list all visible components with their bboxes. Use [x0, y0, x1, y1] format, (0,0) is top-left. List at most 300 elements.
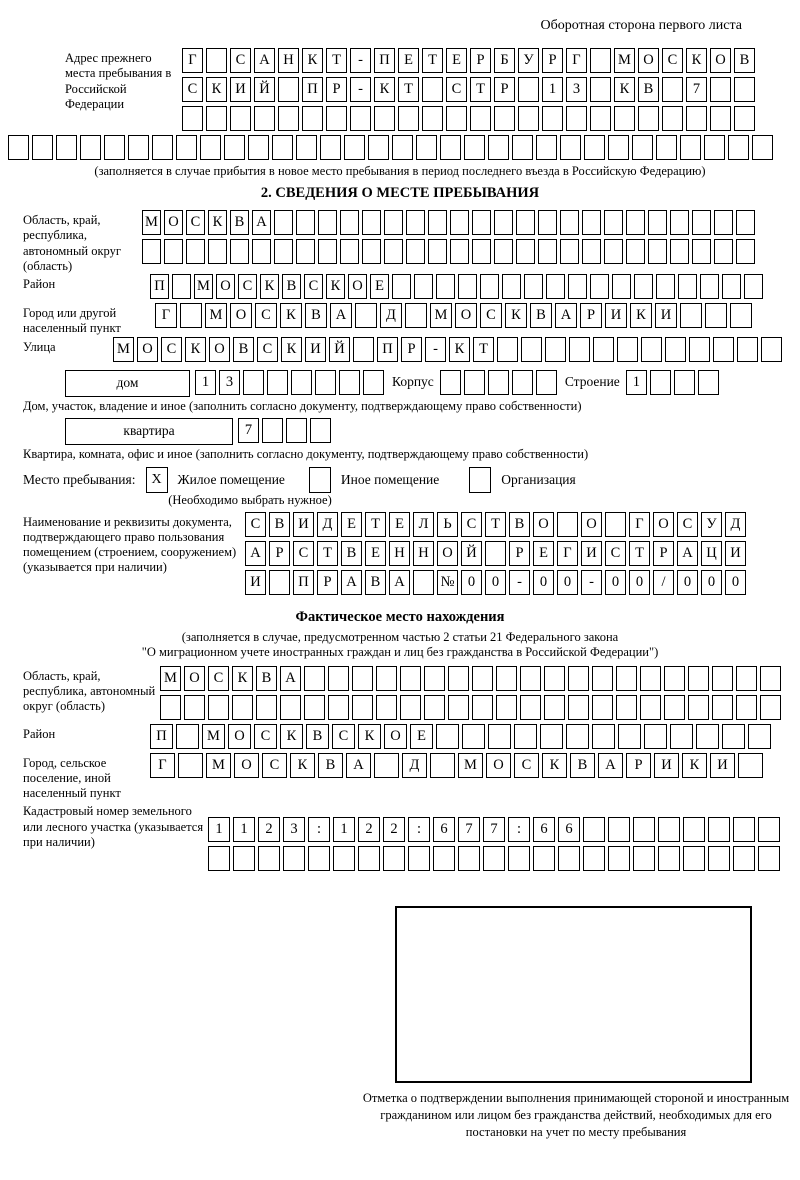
- char-cell[interactable]: К: [232, 666, 253, 691]
- char-cell[interactable]: К: [281, 337, 302, 362]
- char-cell[interactable]: [734, 106, 755, 131]
- char-cell[interactable]: Г: [150, 753, 175, 778]
- char-cell[interactable]: А: [341, 570, 362, 595]
- char-cell[interactable]: Р: [494, 77, 515, 102]
- char-cell[interactable]: К: [630, 303, 652, 328]
- char-cell[interactable]: [678, 274, 697, 299]
- char-cell[interactable]: [232, 695, 253, 720]
- char-cell[interactable]: [274, 210, 293, 235]
- char-cell[interactable]: О: [228, 724, 251, 749]
- char-cell[interactable]: Д: [725, 512, 746, 537]
- char-cell[interactable]: [433, 846, 455, 871]
- char-cell[interactable]: [590, 77, 611, 102]
- char-cell[interactable]: [172, 274, 191, 299]
- char-cell[interactable]: [392, 274, 411, 299]
- char-cell[interactable]: [648, 239, 667, 264]
- char-cell[interactable]: К: [280, 303, 302, 328]
- char-cell[interactable]: 7: [238, 418, 259, 443]
- char-cell[interactable]: К: [326, 274, 345, 299]
- char-cell[interactable]: К: [542, 753, 567, 778]
- char-cell[interactable]: [472, 210, 491, 235]
- char-cell[interactable]: [296, 210, 315, 235]
- char-cell[interactable]: К: [260, 274, 279, 299]
- char-cell[interactable]: [248, 135, 269, 160]
- char-cell[interactable]: [208, 695, 229, 720]
- char-cell[interactable]: В: [230, 210, 249, 235]
- char-cell[interactable]: [280, 695, 301, 720]
- char-cell[interactable]: С: [208, 666, 229, 691]
- char-cell[interactable]: Е: [365, 541, 386, 566]
- char-cell[interactable]: [184, 695, 205, 720]
- char-cell[interactable]: О: [384, 724, 407, 749]
- char-cell[interactable]: [560, 135, 581, 160]
- char-cell[interactable]: [283, 846, 305, 871]
- char-cell[interactable]: И: [230, 77, 251, 102]
- char-cell[interactable]: С: [182, 77, 203, 102]
- char-cell[interactable]: [558, 846, 580, 871]
- char-cell[interactable]: К: [358, 724, 381, 749]
- char-cell[interactable]: [761, 337, 782, 362]
- char-cell[interactable]: 0: [533, 570, 554, 595]
- char-cell[interactable]: К: [686, 48, 707, 73]
- char-cell[interactable]: Й: [254, 77, 275, 102]
- char-cell[interactable]: [180, 303, 202, 328]
- char-cell[interactable]: [714, 210, 733, 235]
- char-cell[interactable]: [518, 106, 539, 131]
- char-cell[interactable]: В: [318, 753, 343, 778]
- char-cell[interactable]: М: [202, 724, 225, 749]
- char-cell[interactable]: И: [305, 337, 326, 362]
- char-cell[interactable]: Т: [470, 77, 491, 102]
- char-cell[interactable]: [56, 135, 77, 160]
- char-cell[interactable]: [584, 135, 605, 160]
- char-cell[interactable]: Л: [413, 512, 434, 537]
- char-cell[interactable]: [416, 135, 437, 160]
- char-cell[interactable]: [176, 724, 199, 749]
- char-cell[interactable]: 0: [461, 570, 482, 595]
- char-cell[interactable]: 2: [258, 817, 280, 842]
- char-cell[interactable]: [142, 239, 161, 264]
- char-cell[interactable]: [406, 210, 425, 235]
- char-cell[interactable]: Т: [365, 512, 386, 537]
- char-cell[interactable]: В: [233, 337, 254, 362]
- char-cell[interactable]: М: [194, 274, 213, 299]
- char-cell[interactable]: [206, 48, 227, 73]
- char-cell[interactable]: А: [598, 753, 623, 778]
- char-cell[interactable]: [593, 337, 614, 362]
- char-cell[interactable]: [670, 239, 689, 264]
- char-cell[interactable]: О: [533, 512, 554, 537]
- char-cell[interactable]: [674, 370, 695, 395]
- char-cell[interactable]: [538, 210, 557, 235]
- char-cell[interactable]: -: [509, 570, 530, 595]
- char-cell[interactable]: [485, 541, 506, 566]
- char-cell[interactable]: О: [234, 753, 259, 778]
- char-cell[interactable]: [641, 337, 662, 362]
- char-cell[interactable]: Д: [317, 512, 338, 537]
- char-cell[interactable]: [758, 817, 780, 842]
- char-cell[interactable]: [738, 753, 763, 778]
- char-cell[interactable]: [722, 724, 745, 749]
- char-cell[interactable]: [384, 239, 403, 264]
- char-cell[interactable]: [658, 846, 680, 871]
- char-cell[interactable]: С: [255, 303, 277, 328]
- char-cell[interactable]: [424, 666, 445, 691]
- char-cell[interactable]: [339, 370, 360, 395]
- char-cell[interactable]: [560, 210, 579, 235]
- char-cell[interactable]: [424, 695, 445, 720]
- char-cell[interactable]: [583, 846, 605, 871]
- char-cell[interactable]: С: [332, 724, 355, 749]
- char-cell[interactable]: К: [614, 77, 635, 102]
- checkbox-inoe[interactable]: [309, 467, 331, 493]
- char-cell[interactable]: [592, 724, 615, 749]
- char-cell[interactable]: [182, 106, 203, 131]
- char-cell[interactable]: [308, 846, 330, 871]
- char-cell[interactable]: И: [293, 512, 314, 537]
- char-cell[interactable]: И: [581, 541, 602, 566]
- char-cell[interactable]: [546, 274, 565, 299]
- stroenie-row[interactable]: [626, 370, 719, 395]
- char-cell[interactable]: Н: [413, 541, 434, 566]
- char-cell[interactable]: [632, 135, 653, 160]
- char-cell[interactable]: О: [164, 210, 183, 235]
- char-cell[interactable]: Т: [473, 337, 494, 362]
- char-cell[interactable]: С: [293, 541, 314, 566]
- char-cell[interactable]: [708, 846, 730, 871]
- char-cell[interactable]: К: [505, 303, 527, 328]
- char-cell[interactable]: [243, 370, 264, 395]
- char-cell[interactable]: [302, 106, 323, 131]
- char-cell[interactable]: [494, 239, 513, 264]
- char-cell[interactable]: [540, 724, 563, 749]
- char-cell[interactable]: [658, 817, 680, 842]
- char-cell[interactable]: [608, 846, 630, 871]
- char-cell[interactable]: [408, 846, 430, 871]
- char-cell[interactable]: [472, 239, 491, 264]
- char-cell[interactable]: 1: [208, 817, 230, 842]
- char-cell[interactable]: С: [161, 337, 182, 362]
- char-cell[interactable]: [80, 135, 101, 160]
- char-cell[interactable]: [533, 846, 555, 871]
- char-cell[interactable]: [730, 303, 752, 328]
- char-cell[interactable]: [536, 135, 557, 160]
- char-cell[interactable]: [206, 106, 227, 131]
- char-cell[interactable]: [590, 274, 609, 299]
- char-cell[interactable]: О: [653, 512, 674, 537]
- char-cell[interactable]: [752, 135, 773, 160]
- char-cell[interactable]: В: [530, 303, 552, 328]
- char-cell[interactable]: П: [150, 274, 169, 299]
- char-cell[interactable]: [318, 239, 337, 264]
- char-cell[interactable]: И: [245, 570, 266, 595]
- char-cell[interactable]: [422, 106, 443, 131]
- char-cell[interactable]: [496, 666, 517, 691]
- char-cell[interactable]: В: [570, 753, 595, 778]
- char-cell[interactable]: [230, 239, 249, 264]
- char-cell[interactable]: [733, 846, 755, 871]
- char-cell[interactable]: П: [374, 48, 395, 73]
- char-cell[interactable]: [704, 135, 725, 160]
- checkbox-organizatsiya[interactable]: [469, 467, 491, 493]
- char-cell[interactable]: 6: [433, 817, 455, 842]
- char-cell[interactable]: [617, 337, 638, 362]
- char-cell[interactable]: [436, 274, 455, 299]
- char-cell[interactable]: [362, 210, 381, 235]
- char-cell[interactable]: [736, 695, 757, 720]
- char-cell[interactable]: Г: [566, 48, 587, 73]
- char-cell[interactable]: [538, 239, 557, 264]
- char-cell[interactable]: [398, 106, 419, 131]
- char-cell[interactable]: [748, 724, 771, 749]
- char-cell[interactable]: А: [254, 48, 275, 73]
- char-cell[interactable]: [458, 274, 477, 299]
- char-cell[interactable]: [618, 724, 641, 749]
- char-cell[interactable]: 3: [566, 77, 587, 102]
- char-cell[interactable]: [304, 695, 325, 720]
- char-cell[interactable]: [592, 666, 613, 691]
- char-cell[interactable]: А: [245, 541, 266, 566]
- char-cell[interactable]: И: [655, 303, 677, 328]
- char-cell[interactable]: [340, 210, 359, 235]
- char-cell[interactable]: [744, 274, 763, 299]
- char-cell[interactable]: [760, 695, 781, 720]
- char-cell[interactable]: [696, 724, 719, 749]
- char-cell[interactable]: [428, 239, 447, 264]
- char-cell[interactable]: [208, 239, 227, 264]
- char-cell[interactable]: [224, 135, 245, 160]
- char-cell[interactable]: [262, 418, 283, 443]
- char-cell[interactable]: [536, 370, 557, 395]
- char-cell[interactable]: 2: [383, 817, 405, 842]
- char-cell[interactable]: [512, 135, 533, 160]
- char-cell[interactable]: [692, 210, 711, 235]
- char-cell[interactable]: [664, 695, 685, 720]
- char-cell[interactable]: К: [208, 210, 227, 235]
- char-cell[interactable]: [683, 817, 705, 842]
- char-cell[interactable]: О: [137, 337, 158, 362]
- char-cell[interactable]: [665, 337, 686, 362]
- char-cell[interactable]: 3: [283, 817, 305, 842]
- char-cell[interactable]: 1: [195, 370, 216, 395]
- char-cell[interactable]: А: [252, 210, 271, 235]
- char-cell[interactable]: [362, 239, 381, 264]
- char-cell[interactable]: С: [677, 512, 698, 537]
- char-cell[interactable]: [633, 846, 655, 871]
- checkbox-zhiloe[interactable]: X: [146, 467, 168, 493]
- char-cell[interactable]: [494, 210, 513, 235]
- char-cell[interactable]: [604, 210, 623, 235]
- char-cell[interactable]: [470, 106, 491, 131]
- char-cell[interactable]: Т: [317, 541, 338, 566]
- char-cell[interactable]: [428, 210, 447, 235]
- char-cell[interactable]: 0: [485, 570, 506, 595]
- char-cell[interactable]: [590, 48, 611, 73]
- char-cell[interactable]: У: [518, 48, 539, 73]
- char-cell[interactable]: Б: [494, 48, 515, 73]
- char-cell[interactable]: С: [257, 337, 278, 362]
- char-cell[interactable]: М: [458, 753, 483, 778]
- char-cell[interactable]: В: [365, 570, 386, 595]
- char-cell[interactable]: Т: [422, 48, 443, 73]
- char-cell[interactable]: О: [581, 512, 602, 537]
- char-cell[interactable]: Д: [402, 753, 427, 778]
- char-cell[interactable]: [520, 666, 541, 691]
- char-cell[interactable]: 0: [605, 570, 626, 595]
- char-cell[interactable]: [496, 695, 517, 720]
- char-cell[interactable]: :: [408, 817, 430, 842]
- char-cell[interactable]: [557, 512, 578, 537]
- char-cell[interactable]: [296, 239, 315, 264]
- char-cell[interactable]: М: [142, 210, 161, 235]
- char-cell[interactable]: [680, 303, 702, 328]
- char-cell[interactable]: О: [216, 274, 235, 299]
- char-cell[interactable]: С: [254, 724, 277, 749]
- char-cell[interactable]: [340, 239, 359, 264]
- char-cell[interactable]: [712, 695, 733, 720]
- char-cell[interactable]: Н: [278, 48, 299, 73]
- char-cell[interactable]: [178, 753, 203, 778]
- char-cell[interactable]: -: [350, 77, 371, 102]
- char-cell[interactable]: [160, 695, 181, 720]
- char-cell[interactable]: [633, 817, 655, 842]
- char-cell[interactable]: [656, 274, 675, 299]
- char-cell[interactable]: [413, 570, 434, 595]
- char-cell[interactable]: 1: [626, 370, 647, 395]
- char-cell[interactable]: И: [605, 303, 627, 328]
- char-cell[interactable]: С: [186, 210, 205, 235]
- char-cell[interactable]: [272, 135, 293, 160]
- char-cell[interactable]: [400, 695, 421, 720]
- char-cell[interactable]: [480, 274, 499, 299]
- char-cell[interactable]: [616, 666, 637, 691]
- char-cell[interactable]: И: [725, 541, 746, 566]
- char-cell[interactable]: [612, 274, 631, 299]
- char-cell[interactable]: Р: [317, 570, 338, 595]
- char-cell[interactable]: [760, 666, 781, 691]
- char-cell[interactable]: 3: [219, 370, 240, 395]
- char-cell[interactable]: [104, 135, 125, 160]
- char-cell[interactable]: [705, 303, 727, 328]
- char-cell[interactable]: 1: [233, 817, 255, 842]
- char-cell[interactable]: [422, 77, 443, 102]
- char-cell[interactable]: [670, 210, 689, 235]
- char-cell[interactable]: О: [455, 303, 477, 328]
- char-cell[interactable]: [733, 817, 755, 842]
- char-cell[interactable]: В: [306, 724, 329, 749]
- char-cell[interactable]: Н: [389, 541, 410, 566]
- char-cell[interactable]: [186, 239, 205, 264]
- char-cell[interactable]: [710, 106, 731, 131]
- char-cell[interactable]: [508, 846, 530, 871]
- char-cell[interactable]: 6: [558, 817, 580, 842]
- char-cell[interactable]: [128, 135, 149, 160]
- char-cell[interactable]: В: [341, 541, 362, 566]
- char-cell[interactable]: [488, 724, 511, 749]
- char-cell[interactable]: [318, 210, 337, 235]
- char-cell[interactable]: [734, 77, 755, 102]
- char-cell[interactable]: Ь: [437, 512, 458, 537]
- char-cell[interactable]: [662, 77, 683, 102]
- char-cell[interactable]: [638, 106, 659, 131]
- char-cell[interactable]: [582, 239, 601, 264]
- char-cell[interactable]: [605, 512, 626, 537]
- char-cell[interactable]: 0: [725, 570, 746, 595]
- char-cell[interactable]: Р: [326, 77, 347, 102]
- char-cell[interactable]: [520, 695, 541, 720]
- char-cell[interactable]: [384, 210, 403, 235]
- char-cell[interactable]: [450, 210, 469, 235]
- char-cell[interactable]: [521, 337, 542, 362]
- char-cell[interactable]: [414, 274, 433, 299]
- char-cell[interactable]: [688, 666, 709, 691]
- char-cell[interactable]: Р: [626, 753, 651, 778]
- char-cell[interactable]: [544, 695, 565, 720]
- char-cell[interactable]: 0: [629, 570, 650, 595]
- char-cell[interactable]: [254, 106, 275, 131]
- char-cell[interactable]: [568, 274, 587, 299]
- char-cell[interactable]: [458, 846, 480, 871]
- char-cell[interactable]: [430, 753, 455, 778]
- char-cell[interactable]: [310, 418, 331, 443]
- char-cell[interactable]: [608, 817, 630, 842]
- char-cell[interactable]: [462, 724, 485, 749]
- char-cell[interactable]: [286, 418, 307, 443]
- char-cell[interactable]: [352, 695, 373, 720]
- char-cell[interactable]: П: [293, 570, 314, 595]
- char-cell[interactable]: [208, 846, 230, 871]
- char-cell[interactable]: 0: [677, 570, 698, 595]
- char-cell[interactable]: Е: [446, 48, 467, 73]
- char-cell[interactable]: [626, 210, 645, 235]
- char-cell[interactable]: [291, 370, 312, 395]
- char-cell[interactable]: [708, 817, 730, 842]
- char-cell[interactable]: [688, 695, 709, 720]
- char-cell[interactable]: [446, 106, 467, 131]
- char-cell[interactable]: [278, 106, 299, 131]
- char-cell[interactable]: [710, 77, 731, 102]
- char-cell[interactable]: В: [509, 512, 530, 537]
- char-cell[interactable]: [494, 106, 515, 131]
- char-cell[interactable]: [592, 695, 613, 720]
- char-cell[interactable]: С: [461, 512, 482, 537]
- char-cell[interactable]: [544, 666, 565, 691]
- char-cell[interactable]: [698, 370, 719, 395]
- char-cell[interactable]: [566, 106, 587, 131]
- char-cell[interactable]: [256, 695, 277, 720]
- char-cell[interactable]: [376, 666, 397, 691]
- char-cell[interactable]: Т: [326, 48, 347, 73]
- char-cell[interactable]: [488, 135, 509, 160]
- char-cell[interactable]: К: [449, 337, 470, 362]
- char-cell[interactable]: [722, 274, 741, 299]
- char-cell[interactable]: С: [245, 512, 266, 537]
- char-cell[interactable]: [569, 337, 590, 362]
- char-cell[interactable]: М: [113, 337, 134, 362]
- char-cell[interactable]: [497, 337, 518, 362]
- char-cell[interactable]: 7: [458, 817, 480, 842]
- char-cell[interactable]: [400, 666, 421, 691]
- char-cell[interactable]: :: [508, 817, 530, 842]
- char-cell[interactable]: [664, 666, 685, 691]
- char-cell[interactable]: [355, 303, 377, 328]
- char-cell[interactable]: А: [389, 570, 410, 595]
- char-cell[interactable]: А: [280, 666, 301, 691]
- char-cell[interactable]: [736, 210, 755, 235]
- char-cell[interactable]: :: [308, 817, 330, 842]
- char-cell[interactable]: [614, 106, 635, 131]
- char-cell[interactable]: П: [150, 724, 173, 749]
